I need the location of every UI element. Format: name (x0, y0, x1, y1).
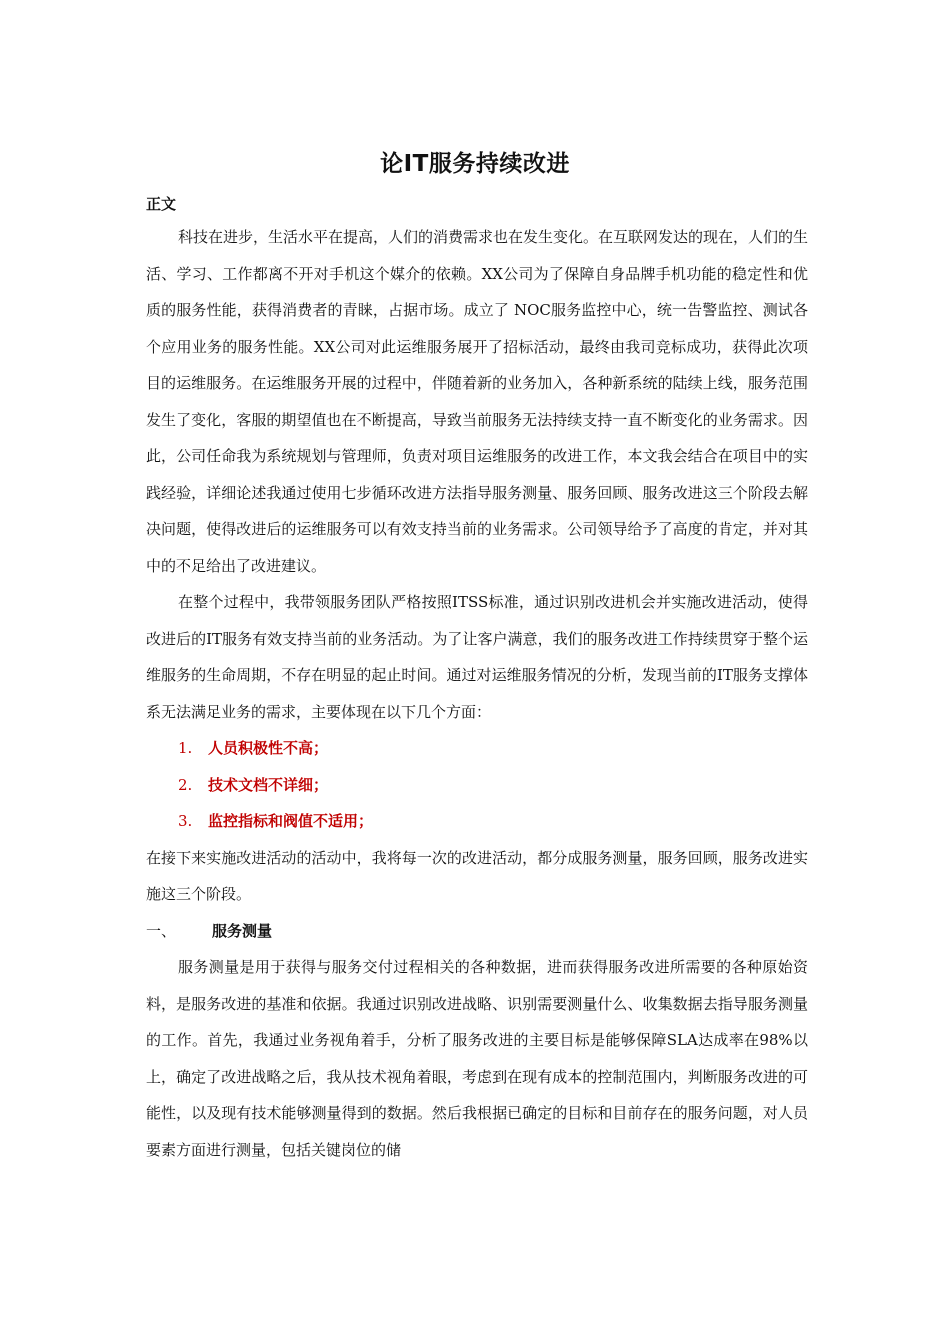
issue-list (146, 730, 808, 840)
paragraph-process: 在整个过程中，我带领服务团队严格按照ITSS标准，通过识别改进机会并实施改进活动，使得改进后的IT服务有效支持当前的业务活动。为了让客户满意，我们的服务改进工作持续贯穿于整个运维服务的生命周期，不存在明显的起止时间。通过对运维服务情况的分析，发现当前的IT服务支撑体系无法满足业务的需求，主要体现在以下几个方面： (146, 593, 808, 721)
issue-number: 3. (178, 812, 193, 830)
issue-text: 技术文档不详细； (208, 775, 329, 794)
heading-text: 服务测量 (212, 921, 273, 940)
issue-item (146, 730, 808, 767)
issue-text: 人员积极性不高； (208, 739, 329, 757)
issue-item (146, 803, 808, 840)
issue-number: 1. (178, 739, 193, 757)
paragraph-background: 科技在进步，生活水平在提高，人们的消费需求也在发生变化。在互联网发达的现在，人们的生活、学习、工作都离不开对手机这个媒介的依赖。XX公司为了保障自身品牌手机功能的稳定性和优质的服务性能，获得消费者的青睐，占据市场。成立了 NOC服务监控中心，统一告警监控、测试各个应用业务的服务性能。XX公司对此运维服务展开了招标活动，最终由我司竞标成功，获得此次项目的运维服务。在运维服务开展的过程中，伴随着新的业务加入，各种新系统的陆续上线，服务范围发生了变化，客服的期望值也在不断提高，导致当前服务无法持续支持一直不断变化的业务需求。因此，公司任命我为系统规划与管理师，负责对项目运维服务的改进工作，本文我会结合在项目中的实践经验，详细论述我通过使用七步循环改进方法指导服务测量、服务回顾、服务改进这三个阶段去解决问题，使得改进后的运维服务可以有效支持当前的业务需求。公司领导给予了高度的肯定，并对其中的不足给出了改进建议。 (146, 228, 809, 575)
heading-number: 一、 (146, 921, 177, 940)
heading-service-measurement (146, 913, 808, 950)
section-label-main-text: 正文 (146, 195, 177, 213)
issue-text: 监控指标和阀值不适用； (208, 812, 374, 830)
document-title: 论IT服务持续改进 (380, 151, 570, 177)
document-body (146, 219, 808, 1168)
issue-item (146, 767, 808, 804)
issue-number: 2. (178, 775, 193, 794)
paragraph-service-measurement: 服务测量是用于获得与服务交付过程相关的各种数据，进而获得服务改进所需要的各种原始资料，是服务改进的基准和依据。我通过识别改进战略、识别需要测量什么、收集数据去指导服务测量的工作。首先，我通过业务视角着手，分析了服务改进的主要目标是能够保障SLA达成率在98%以上，确定了改进战略之后，我从技术视角着眼，考虑到在现有成本的控制范围内，判断服务改进的可能性，以及现有技术能够测量得到的数据。然后我根据已确定的目标和目前存在的服务问题，对人员要素方面进行测量，包括关键岗位的储 (146, 958, 808, 1159)
paragraph-phases: 在接下来实施改进活动的活动中，我将每一次的改进活动，都分成服务测量，服务回顾，服务改进实施这三个阶段。 (146, 848, 808, 903)
